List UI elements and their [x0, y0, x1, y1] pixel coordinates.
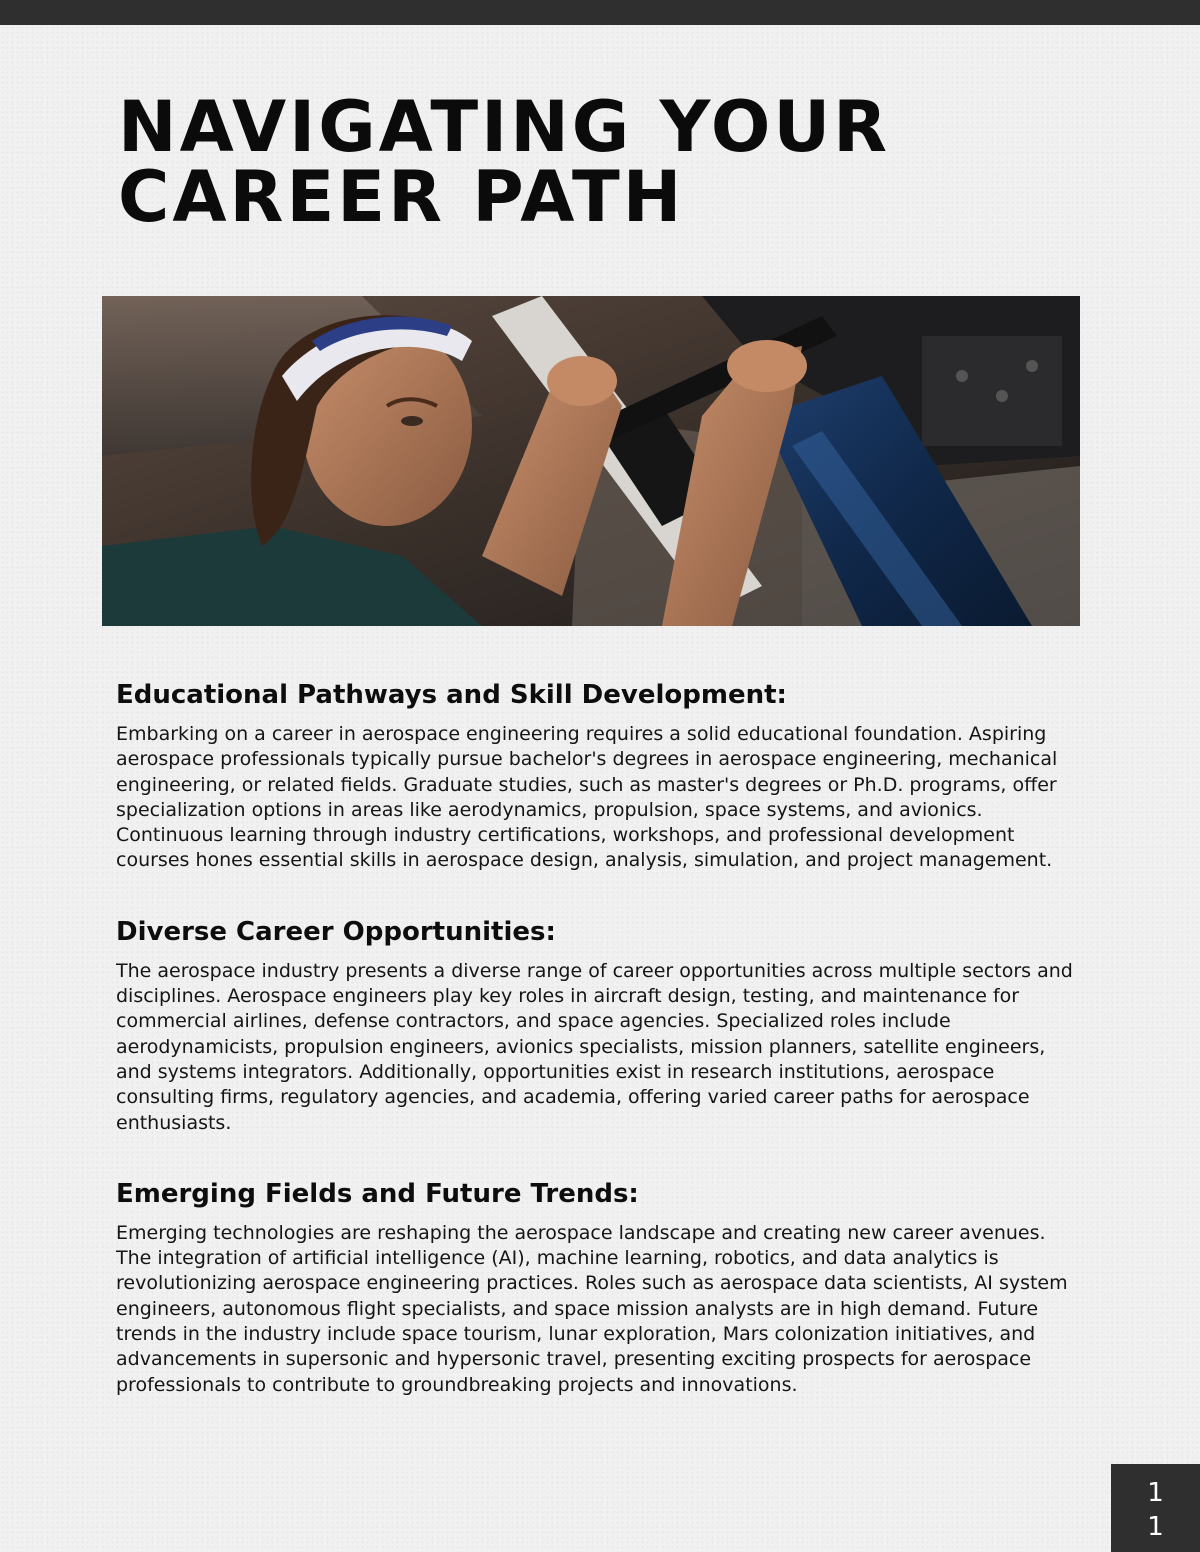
section-career-opportunities [116, 913, 1084, 1136]
section-heading: Diverse Career Opportunities: [116, 916, 556, 947]
engineer-illustration [102, 296, 1080, 626]
section-heading: Educational Pathways and Skill Development: [116, 680, 787, 710]
section-body: The aerospace industry presents a diverse range of career opportunities across multiple sectors and disciplines. Aerospace engineers play key roles in aircraft design, testing, and maintenance for commercial airlines, defense contractors, and space agencies. Specialized roles include aerodynamicists, propulsion engineers, avionics specialists, mission planners, satellite engineers, and systems integrators. Additionally, opportunities exist in research institutions, aerospace consulting firms, regulatory agencies, and academia, offering varied career paths for aerospace enthusiasts. [116, 959, 1073, 1134]
section-heading: Emerging Fields and Future Trends: [116, 1178, 639, 1209]
content [116, 676, 1084, 1437]
section-emerging-fields [116, 1175, 1084, 1398]
page-number-digit-2: 1 [1147, 1512, 1164, 1542]
page-title-line-1: NAVIGATING YOUR [118, 86, 891, 168]
page-title [118, 86, 1098, 238]
top-bar [0, 0, 1200, 25]
page-title-line-2: CAREER PATH [118, 156, 685, 238]
page-number-digit-1: 1 [1147, 1478, 1164, 1508]
section-educational-pathways [116, 676, 1084, 874]
engineer-photo [102, 296, 1080, 626]
section-body: Embarking on a career in aerospace engineering requires a solid educational foundation. Aspiring aerospace professionals typically pursue bachelor's degrees in aerospace engineering, mechanical engineering, or related fields. Graduate studies, such as master's degrees or Ph.D. programs, offer specialization options in areas like aerodynamics, propulsion, space systems, and avionics. Continuous learning through industry certifications, workshops, and professional development courses hones essential skills in aerospace design, analysis, simulation, and project management. [116, 723, 1058, 872]
section-body: Emerging technologies are reshaping the aerospace landscape and creating new career avenues. The integration of artificial intelligence (AI), machine learning, robotics, and data analytics is revolutionizing aerospace engineering practices. Roles such as aerospace data scientists, AI system engineers, autonomous flight specialists, and space mission analysts are in high demand. Future trends in the industry include space tourism, lunar exploration, Mars colonization initiatives, and advancements in supersonic and hypersonic travel, presenting exciting prospects for aerospace professionals to contribute to groundbreaking projects and innovations. [116, 1221, 1068, 1396]
page-number [1111, 1464, 1200, 1552]
